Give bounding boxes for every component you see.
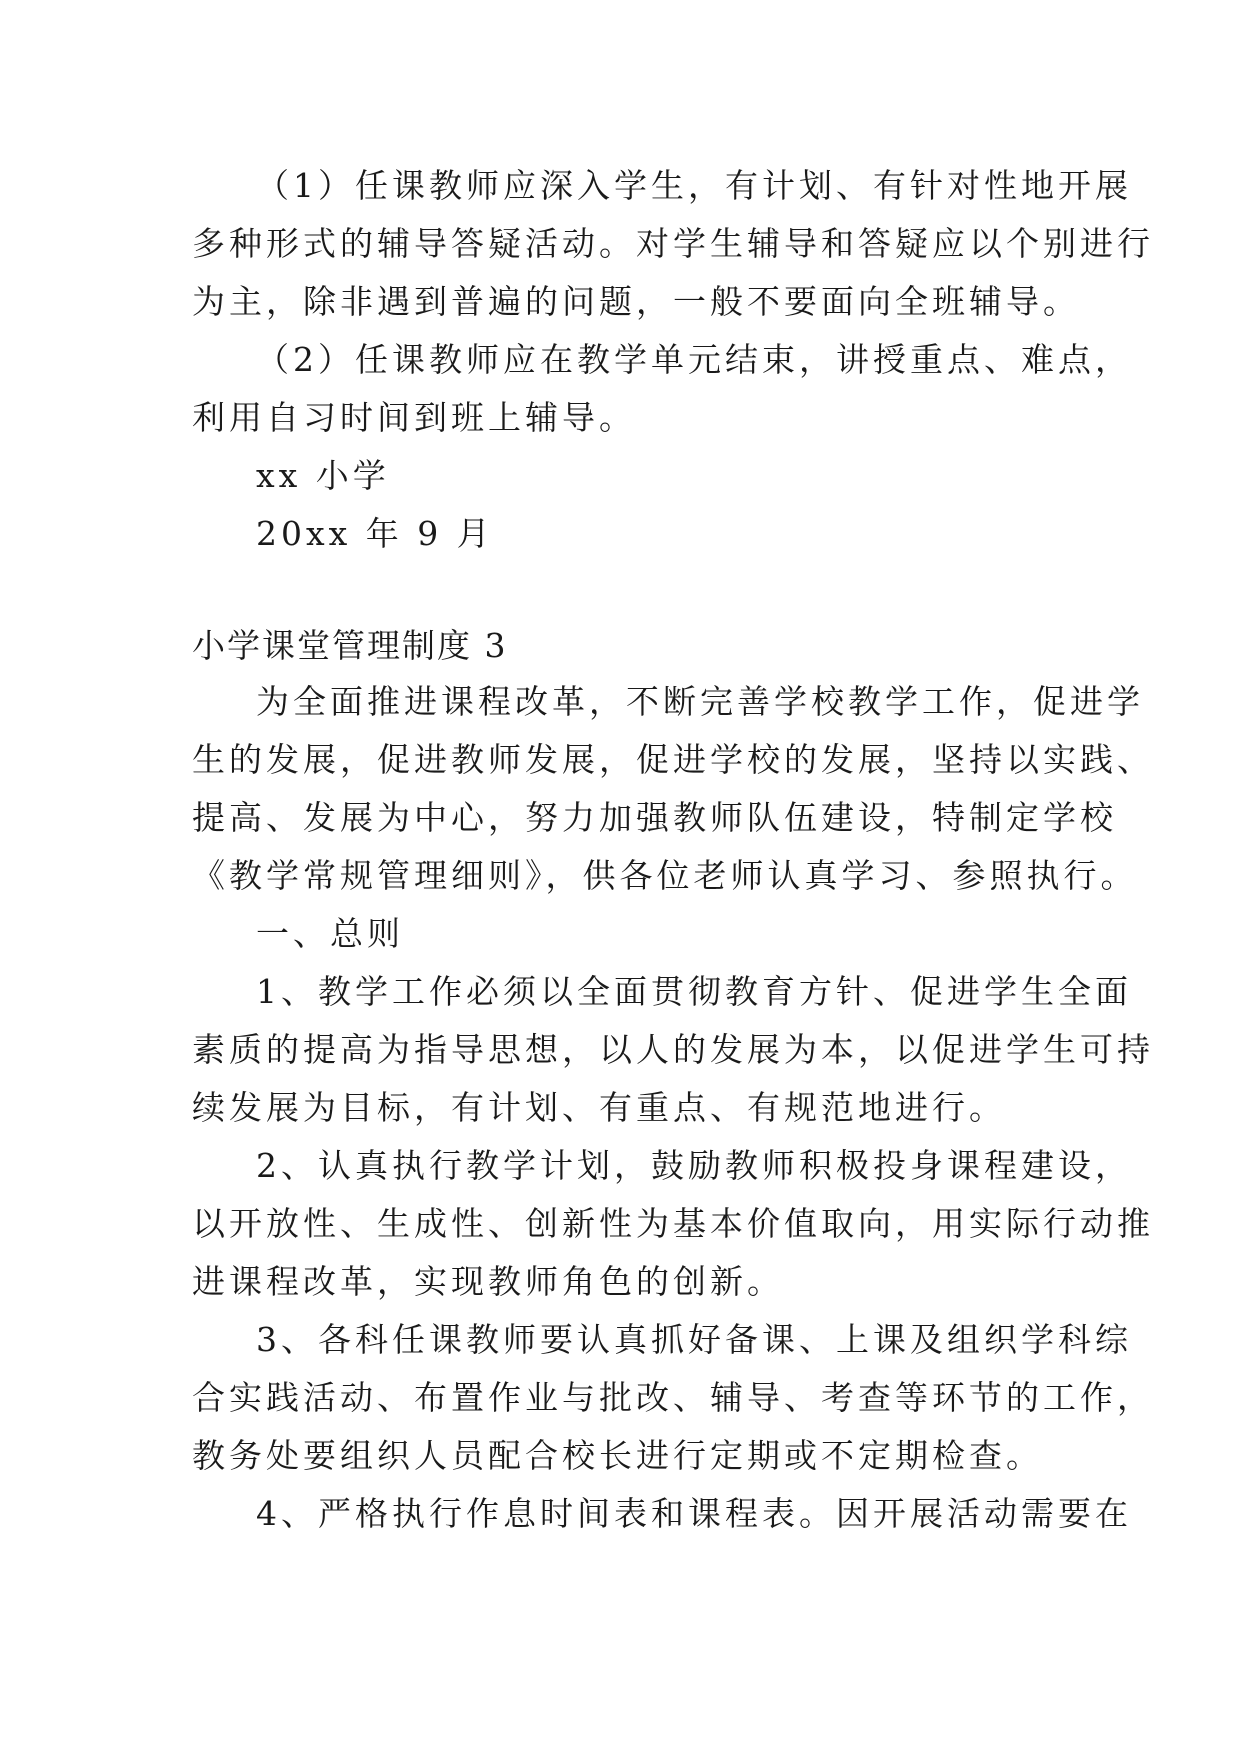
item-3-line-1: 3、各科任课教师要认真抓好备课、上课及组织学科综 (256, 1320, 1132, 1359)
item-2-line-2: 以开放性、生成性、创新性为基本价值取向，用实际行动推 (192, 1204, 1154, 1243)
section-title: 小学课堂管理制度 3 (192, 626, 508, 665)
intro-line-4: 《教学常规管理细则》，供各位老师认真学习、参照执行。 (192, 856, 1138, 895)
intro-line-3: 提高、发展为中心，努力加强教师队伍建设，特制定学校 (192, 798, 1117, 837)
signature-org: xx 小学 (256, 456, 390, 495)
item-3-line-2: 合实践活动、布置作业与批改、辅导、考查等环节的工作， (192, 1378, 1154, 1417)
para-1-line-1: （1）任课教师应深入学生，有计划、有针对性地开展 (256, 166, 1132, 205)
chapter-heading: 一、总则 (256, 914, 404, 953)
item-1-line-3: 续发展为目标，有计划、有重点、有规范地进行。 (192, 1088, 1006, 1127)
para-2-line-1: （2）任课教师应在教学单元结束，讲授重点、难点， (256, 340, 1132, 379)
item-4-line-1: 4、严格执行作息时间表和课程表。因开展活动需要在 (256, 1494, 1132, 1533)
item-2-line-3: 进课程改革，实现教师角色的创新。 (192, 1262, 784, 1301)
intro-line-2: 生的发展，促进教师发展，促进学校的发展，坚持以实践、 (192, 740, 1154, 779)
para-1-line-3: 为主，除非遇到普遍的问题，一般不要面向全班辅导。 (192, 282, 1080, 321)
item-1-line-2: 素质的提高为指导思想，以人的发展为本，以促进学生可持 (192, 1030, 1154, 1069)
item-2-line-1: 2、认真执行教学计划，鼓励教师积极投身课程建设， (256, 1146, 1132, 1185)
intro-line-1: 为全面推进课程改革，不断完善学校教学工作，促进学 (256, 682, 1144, 721)
para-1-line-2: 多种形式的辅导答疑活动。对学生辅导和答疑应以个别进行 (192, 224, 1154, 263)
item-1-line-1: 1、教学工作必须以全面贯彻教育方针、促进学生全面 (256, 972, 1132, 1011)
item-3-line-3: 教务处要组织人员配合校长进行定期或不定期检查。 (192, 1436, 1043, 1475)
signature-date: 20xx 年 9 月 (256, 514, 494, 553)
para-2-line-2: 利用自习时间到班上辅导。 (192, 398, 636, 437)
